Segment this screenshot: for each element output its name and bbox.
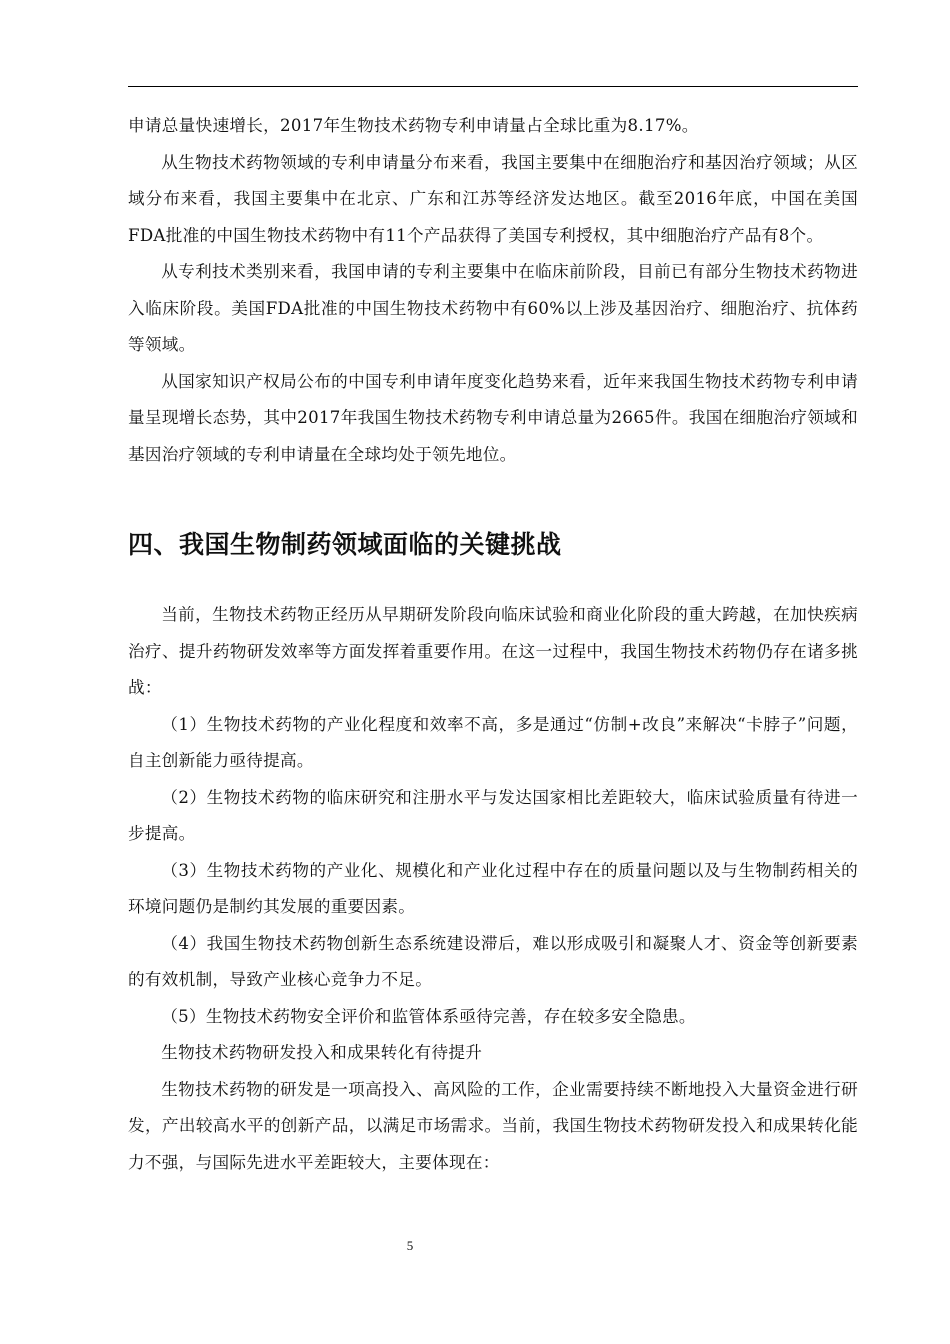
paragraph: 从国家知识产权局公布的中国专利申请年度变化趋势来看，近年来我国生物技术药物专利申请量呈现增长态势，其中2017年我国生物技术药物专利申请总量为2665件。我国在细胞治疗领域和基因治疗领域的专利申请量在全球均处于领先地位。: [128, 371, 858, 464]
paragraph: 申请总量快速增长，2017年生物技术药物专利申请量占全球比重为8.17%。: [128, 116, 699, 135]
list-item: （3）生物技术药物的产业化、规模化和产业化过程中存在的质量问题以及与生物制药相关的环境问题仍是制约其发展的重要因素。: [128, 860, 858, 916]
list-item: （5）生物技术药物安全评价和监管体系亟待完善，存在较多安全隐患。: [161, 1006, 696, 1026]
list-item: （2）生物技术药物的临床研究和注册水平与发达国家相比差距较大，临床试验质量有待进一步提高。: [128, 787, 858, 843]
header-rule: [128, 86, 858, 87]
paragraph: 从生物技术药物领域的专利申请量分布来看，我国主要集中在细胞治疗和基因治疗领域；从区域分布来看，我国主要集中在北京、广东和江苏等经济发达地区。截至2016年底，中国在美国FDA批准的中国生物技术药物中有11个产品获得了美国专利授权，其中细胞治疗产品有8个。: [128, 152, 858, 245]
section-title: 四、我国生物制药领域面临的关键挑战: [128, 530, 562, 559]
list-item: （1）生物技术药物的产业化程度和效率不高，多是通过“仿制+改良”来解决“卡脖子”问题，自主创新能力亟待提高。: [128, 714, 858, 770]
spacer: [128, 473, 858, 527]
subheading: 生物技术药物研发投入和成果转化有待提升: [161, 1043, 483, 1062]
paragraph: 生物技术药物的研发是一项高投入、高风险的工作，企业需要持续不断地投入大量资金进行研发，产出较高水平的创新产品，以满足市场需求。当前，我国生物技术药物研发投入和成果转化能力不强，与国际先进水平差距较大，主要体现在：: [128, 1079, 858, 1172]
paragraph: 当前，生物技术药物正经历从早期研发阶段向临床试验和商业化阶段的重大跨越，在加快疾病治疗、提升药物研发效率等方面发挥着重要作用。在这一过程中，我国生物技术药物仍存在诸多挑战：: [128, 605, 858, 697]
paragraph: 从专利技术类别来看，我国申请的专利主要集中在临床前阶段，目前已有部分生物技术药物进入临床阶段。美国FDA批准的中国生物技术药物中有60%以上涉及基因治疗、细胞治疗、抗体药等领域。: [128, 262, 858, 354]
spacer: [128, 563, 858, 597]
page-content: [128, 108, 858, 1181]
list-item: （4）我国生物技术药物创新生态系统建设滞后，难以形成吸引和凝聚人才、资金等创新要素的有效机制，导致产业核心竞争力不足。: [128, 933, 858, 989]
page-number: 5: [406, 1238, 414, 1253]
